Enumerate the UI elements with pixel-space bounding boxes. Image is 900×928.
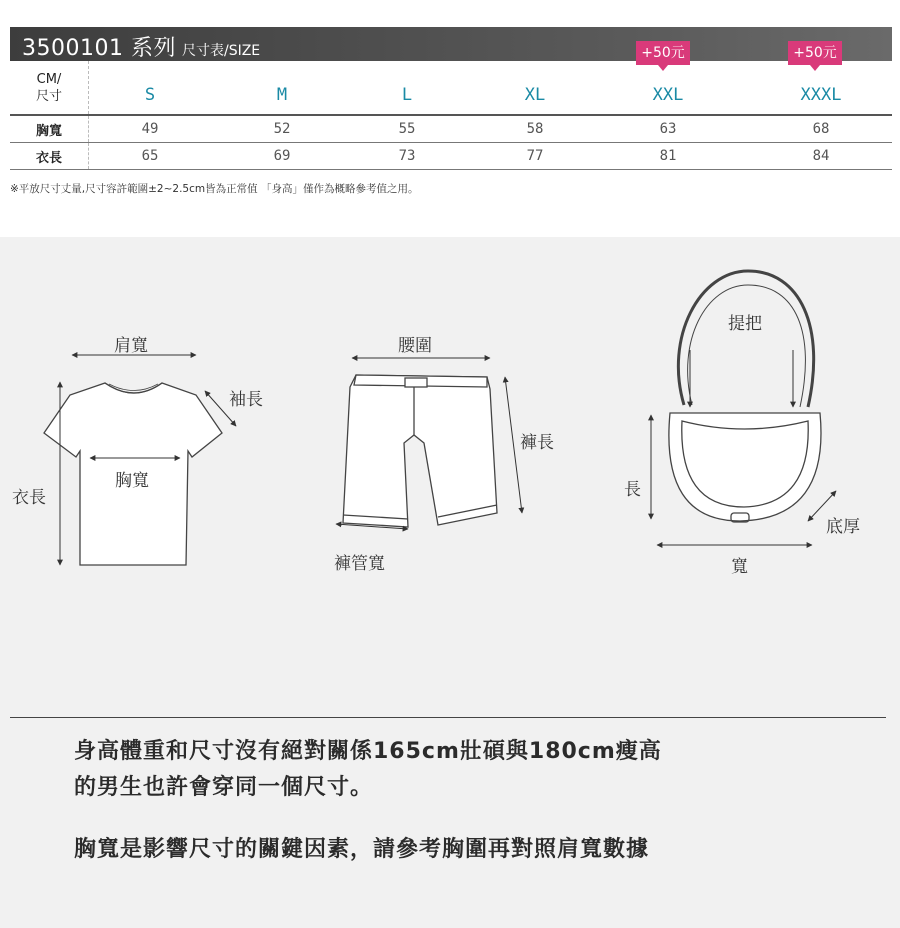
table-row — [10, 143, 892, 170]
table-cell: 69 — [273, 148, 291, 164]
unit-label-size: 尺寸 — [35, 88, 62, 104]
table-cell: 81 — [659, 148, 677, 164]
info-line-1: 身高體重和尺寸沒有絕對關係165cm壯碩與180cm瘦高 — [74, 739, 662, 764]
info-line-3: 胸寬是影響尺寸的關鍵因素，請參考胸圍再對照肩寬數據 — [74, 837, 650, 862]
table-cell: 52 — [273, 121, 291, 137]
shoulder-label: 肩寬 — [114, 336, 148, 356]
pants-length-label: 褲長 — [520, 433, 554, 453]
bag-depth-label: 底厚 — [826, 517, 860, 537]
size-header-s: S — [144, 84, 156, 105]
bag-width-label: 寬 — [731, 557, 748, 577]
size-subtitle: 尺寸表/SIZE — [181, 43, 261, 59]
size-header-m: M — [276, 84, 288, 105]
xxxl-surcharge-badge: +50元 — [788, 41, 842, 65]
waist-label: 腰圍 — [398, 336, 432, 356]
size-header-l: L — [401, 84, 413, 105]
hem-label: 褲管寬 — [334, 554, 385, 574]
title-bar — [10, 27, 892, 61]
unit-cell — [10, 61, 89, 114]
sleeve-label: 袖長 — [229, 390, 263, 410]
measurement-note: ※平放尺寸丈量,尺寸容許範圍±2~2.5cm皆為正常值 「身高」僅作為概略參考值之用。 — [10, 183, 419, 195]
size-table — [10, 61, 892, 170]
shorts-illustration — [343, 375, 497, 527]
chest-label: 胸寬 — [115, 471, 149, 491]
measurement-diagram-area — [0, 237, 900, 928]
table-cell: 55 — [398, 121, 416, 137]
bag-height-label: 長 — [624, 480, 641, 500]
section-divider — [10, 717, 886, 718]
table-row — [10, 116, 892, 143]
size-header-xxxl: XXXL — [800, 84, 842, 105]
table-cell: 49 — [141, 121, 159, 137]
table-title — [22, 31, 260, 62]
size-header-xl: XL — [524, 84, 546, 105]
table-cell: 58 — [526, 121, 544, 137]
info-line-2: 的男生也許會穿同一個尺寸。 — [74, 775, 374, 800]
table-cell: 77 — [526, 148, 544, 164]
size-header-xxl: XXL — [652, 84, 684, 105]
xxl-surcharge-badge: +50元 — [636, 41, 690, 65]
row-label-length: 衣長 — [10, 143, 89, 169]
handle-label: 提把 — [728, 314, 762, 334]
table-cell: 73 — [398, 148, 416, 164]
table-header-row — [10, 61, 892, 116]
table-cell: 84 — [812, 148, 830, 164]
row-label-chest: 胸寬 — [10, 116, 89, 142]
table-cell: 63 — [659, 121, 677, 137]
table-cell: 65 — [141, 148, 159, 164]
series-title: 3500101 系列 — [22, 36, 176, 61]
table-cell: 68 — [812, 121, 830, 137]
length-label: 衣長 — [12, 488, 46, 508]
unit-label-cm: CM/ — [36, 71, 62, 87]
